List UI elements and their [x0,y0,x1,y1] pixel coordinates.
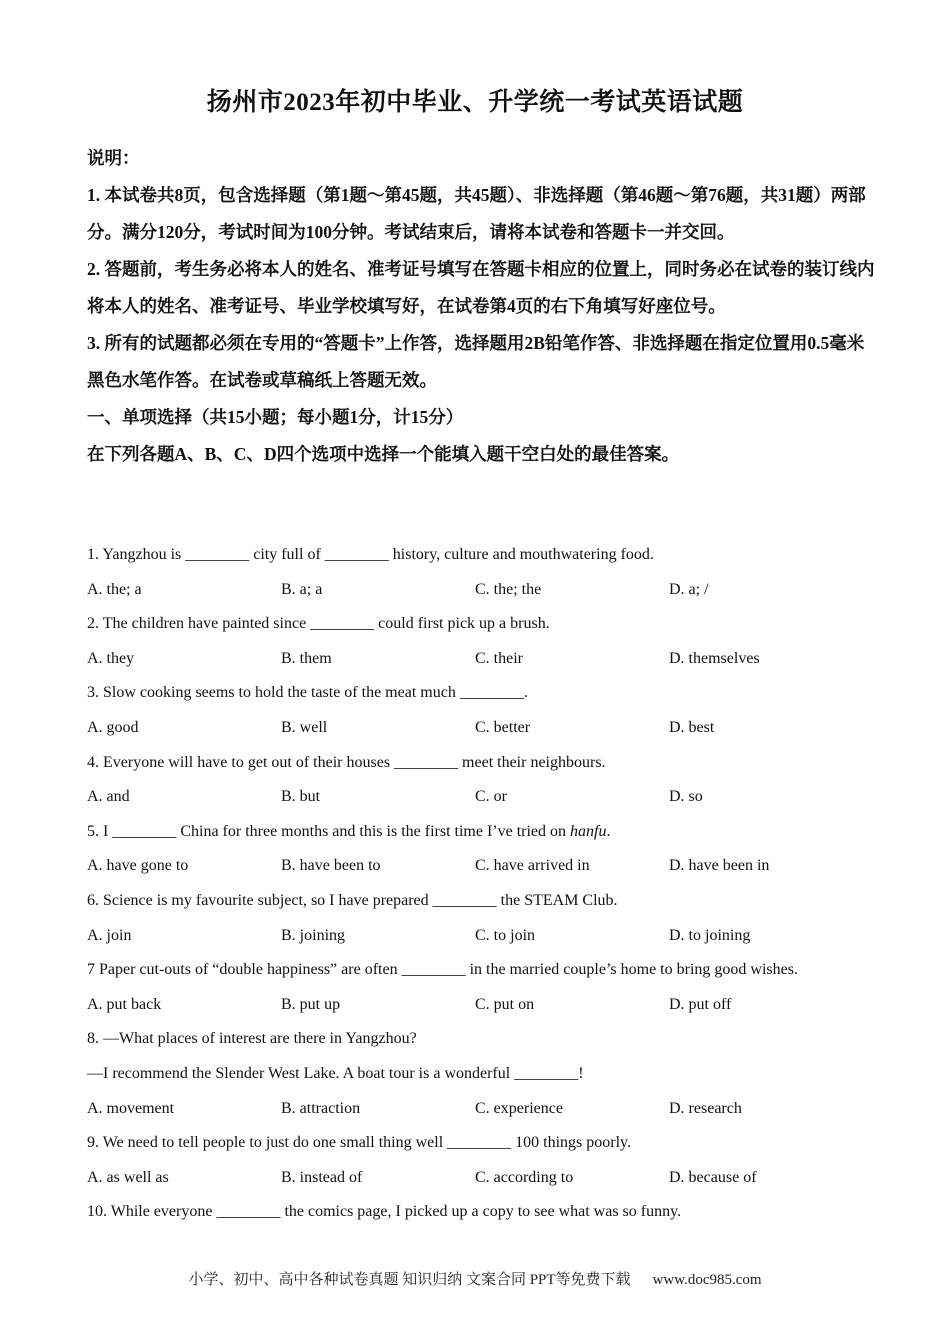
footer-text: 小学、初中、高中各种试卷真题 知识归纳 文案合同 PPT等免费下载 [188,1272,631,1288]
answer-option: C. or [475,788,507,806]
answer-option: B. them [281,649,332,667]
instruction-item: 2. 答题前，考生务必将本人的姓名、准考证号填写在答题卡相应的位置上，同时务必在试卷的装订线内将本人的姓名、准考证号、毕业学校填写好，在试卷第4页的右下角填写好座位号。 [87,259,875,316]
options-row [87,849,887,884]
options-row [87,711,887,746]
answer-option: D. so [669,788,703,806]
question-stem: 4. Everyone will have to get out of their houses ________ meet their neighbours. [87,753,606,771]
question-item [87,884,887,953]
answer-option: D. have been in [669,857,770,875]
question-item [87,607,887,676]
answer-option: A. good [87,718,139,736]
question-stem: 6. Science is my favourite subject, so I have prepared ________ the STEAM Club. [87,891,618,909]
question-item [87,1195,887,1230]
options-row [87,988,887,1023]
instruction-item: 1. 本试卷共8页，包含选择题（第1题～第45题，共45题）、非选择题（第46题～第76题，共31题）两部分。满分120分，考试时间为100分钟。考试结束后，请将本试卷和答题卡一并交回。 [87,185,866,242]
answer-option: A. movement [87,1099,175,1117]
answer-option: D. to joining [669,926,751,944]
question-stem: 8. —What places of interest are there in Yangzhou? [87,1030,417,1048]
answer-option: B. but [281,788,321,806]
answer-option: D. a; / [669,580,709,598]
answer-option: B. have been to [281,857,381,875]
page-title: 扬州市2023年初中毕业、升学统一考试英语试题 [206,89,744,116]
answer-option: C. put on [475,995,535,1013]
answer-option: A. they [87,649,135,667]
question-item [87,953,887,1022]
question-item [87,1126,887,1195]
answer-option: D. put off [669,995,732,1013]
question-item [87,746,887,815]
instructions-heading: 说明： [87,148,140,168]
answer-option: B. instead of [281,1168,363,1186]
answer-option: C. have arrived in [475,857,590,875]
options-row [87,573,887,608]
question-stem: 1. Yangzhou is ________ city full of ________ history, culture and mouthwatering food. [87,546,654,563]
answer-option: C. better [475,718,531,736]
answer-option: D. because of [669,1168,757,1186]
page-footer [0,1268,950,1289]
question-stem: 9. We need to tell people to just do one small thing well ________ 100 things poorly. [87,1134,631,1152]
answer-option: A. have gone to [87,857,189,875]
answer-option: B. a; a [281,580,323,598]
footer-url: www.doc985.com [652,1272,762,1288]
question-stem: 10. While everyone ________ the comics page, I picked up a copy to see what was so funny. [87,1203,682,1221]
answer-option: D. themselves [669,649,760,667]
answer-option: D. research [669,1099,742,1117]
question-item [87,1022,887,1126]
options-row [87,919,887,954]
answer-option: C. the; the [475,580,542,598]
question-stem: 5. I ________ China for three months and this is the first time I’ve tried on hanfu. [87,822,611,840]
answer-option: A. join [87,926,132,944]
answer-option: A. as well as [87,1168,169,1186]
answer-option: A. put back [87,995,162,1013]
section-heading: 一、单项选择（共15小题；每小题1分，计15分） [87,407,464,427]
answer-option: C. experience [475,1099,563,1117]
options-row [87,1092,887,1127]
answer-option: C. their [475,649,523,667]
answer-option: B. put up [281,995,341,1013]
question-stem: 7 Paper cut-outs of “double happiness” are often ________ in the married couple’s home to bring good wishes. [87,961,798,979]
question-item [87,538,887,607]
instruction-item: 3. 所有的试题都必须在专用的“答题卡”上作答，选择题用2B铅笔作答、非选择题在指定位置用0.5毫米黑色水笔作答。在试卷或草稿纸上答题无效。 [87,333,865,390]
question-item [87,676,887,745]
answer-option: D. best [669,718,715,736]
question-stem: 2. The children have painted since ________ could first pick up a brush. [87,615,550,633]
answer-option: C. to join [475,926,536,944]
options-row [87,642,887,677]
section-directions: 在下列各题A、B、C、D四个选项中选择一个能填入题干空白处的最佳答案。 [87,444,680,464]
question-stem: —I recommend the Slender West Lake. A boat tour is a wonderful ________! [87,1064,584,1082]
instructions [87,140,877,473]
answer-option: B. joining [281,926,346,944]
options-row [87,1161,887,1196]
answer-option: A. and [87,788,130,806]
answer-option: A. the; a [87,580,142,598]
answer-option: C. according to [475,1168,574,1186]
answer-option: B. well [281,718,328,736]
question-list [87,538,887,1230]
answer-option: B. attraction [281,1099,361,1117]
question-stem: 3. Slow cooking seems to hold the taste of the meat much ________. [87,684,528,702]
question-item [87,815,887,884]
options-row [87,780,887,815]
